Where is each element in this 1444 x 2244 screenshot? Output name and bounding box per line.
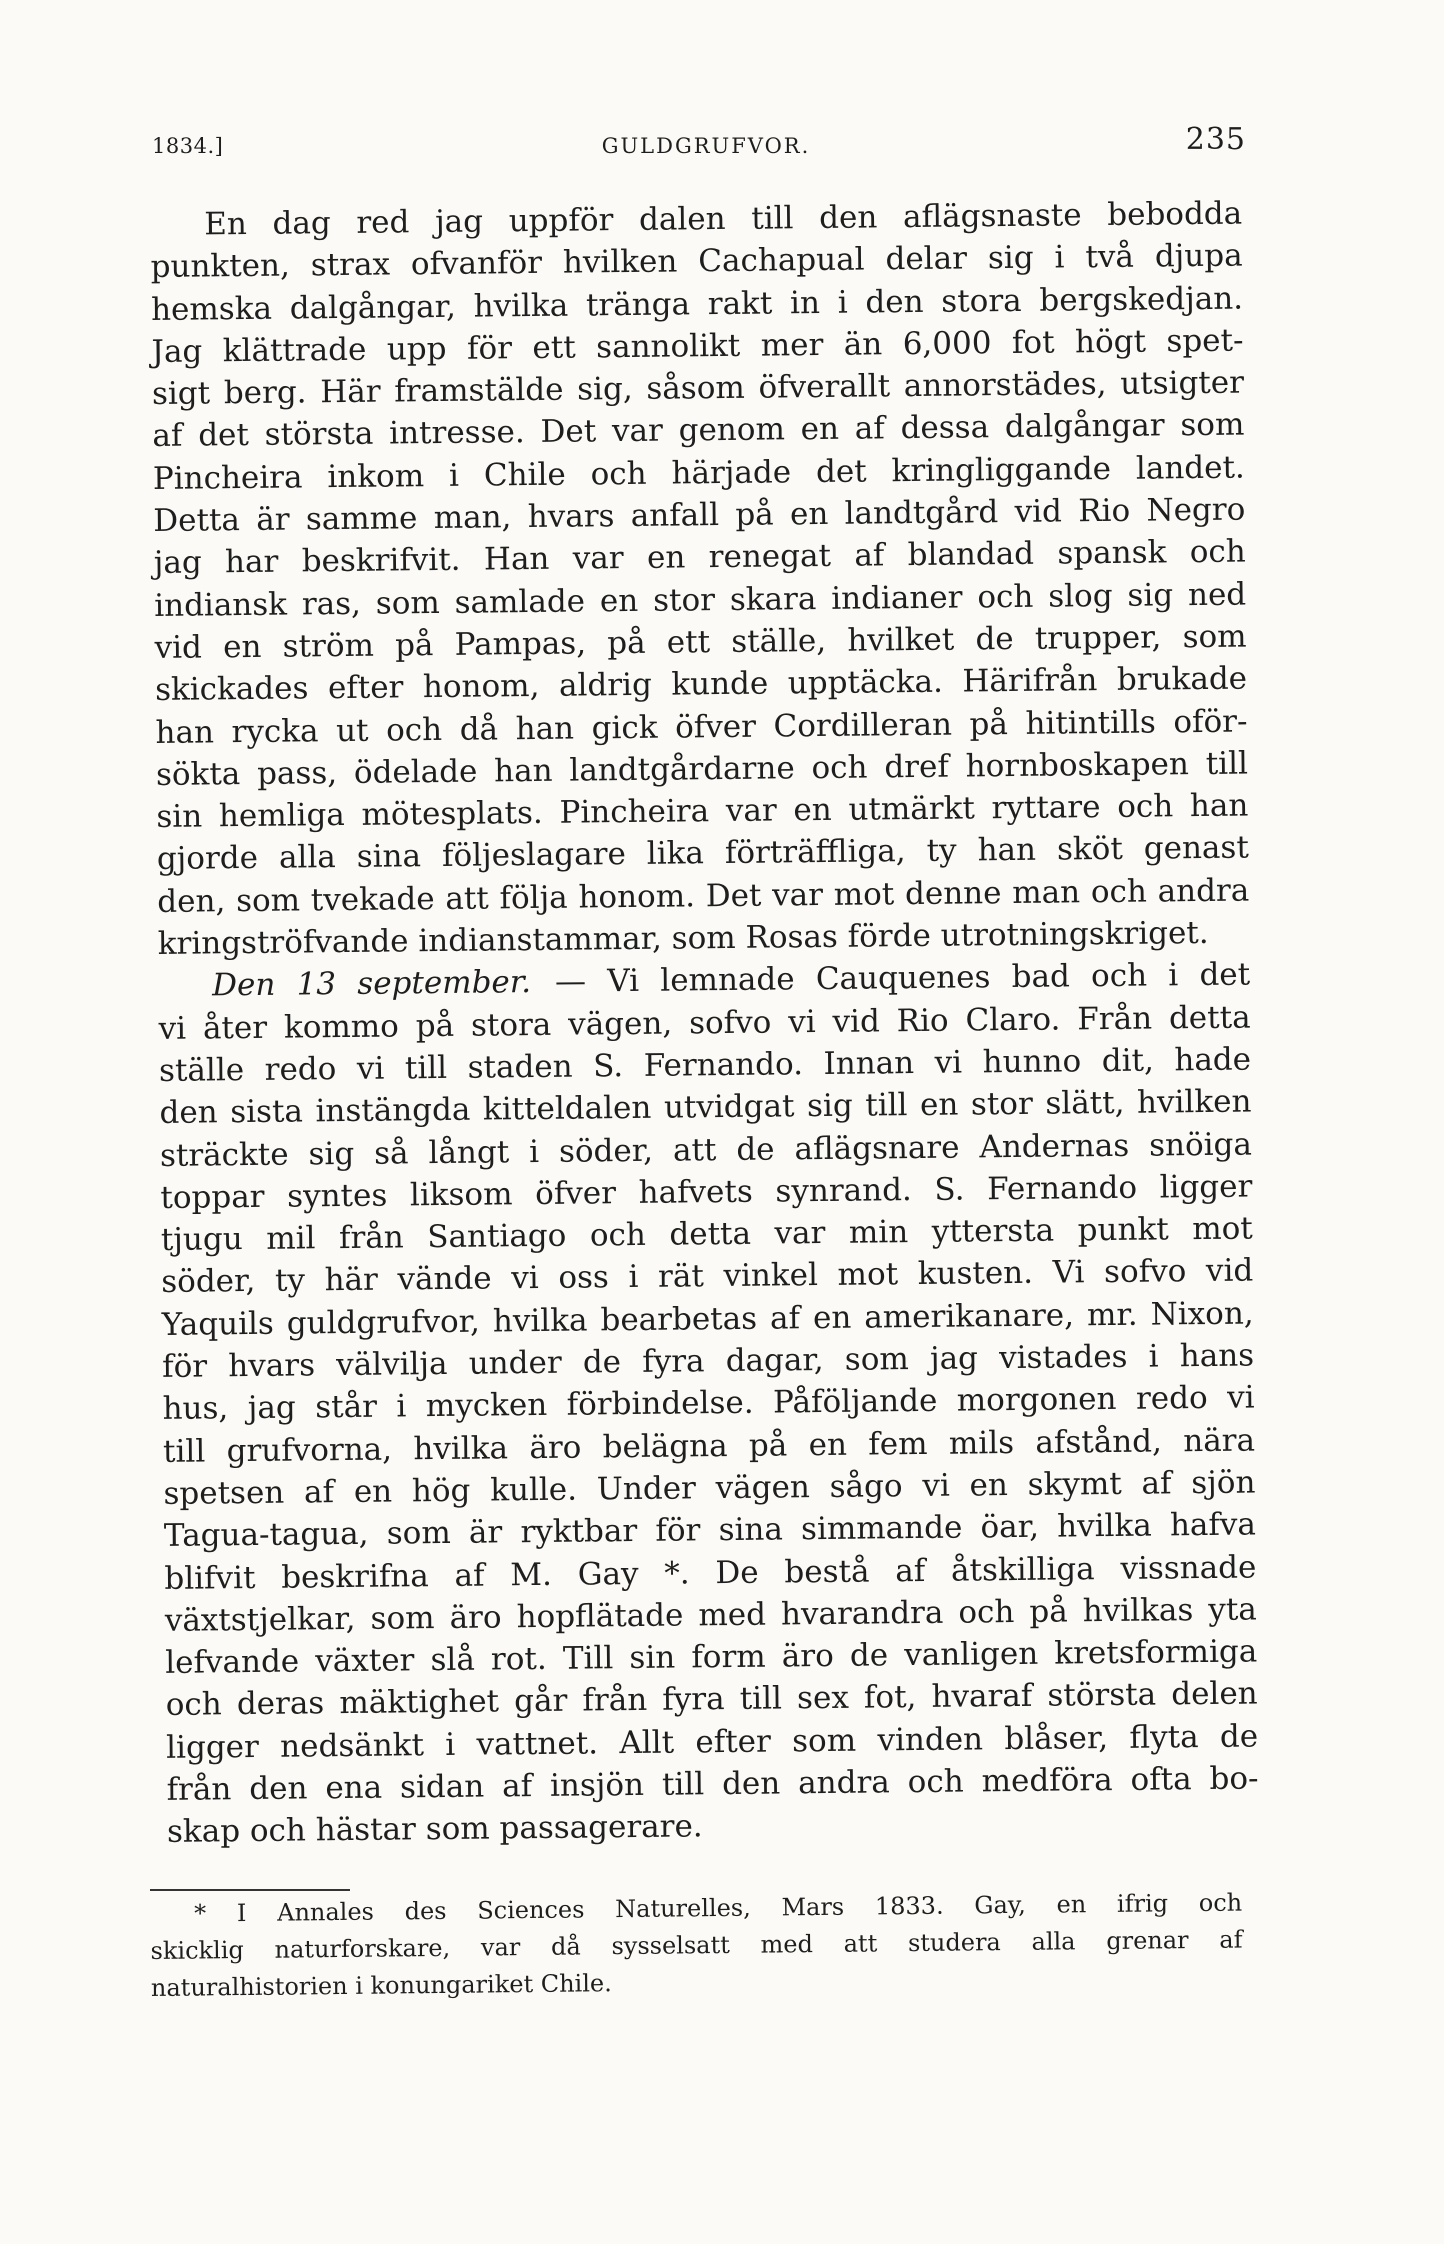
text-line: gjorde alla sina följeslagare lika förträffliga, ty han sköt genast [156,829,1249,878]
text-line: af det största intresse. Det var genom en af dessa dalgångar som [152,407,1245,455]
text-line: skap och hästar som passagerare. [166,1808,703,1851]
text-line: växtstjelkar, som äro hopflätade med hvarandra och på hvilkas yta [164,1591,1257,1639]
text-line: sigt berg. Här framstälde sig, såsom öfverallt annorstädes, utsigter [151,364,1245,413]
footnote [150,1885,1243,2007]
footnote-line: * I Annales des Sciences Naturelles, Mars 1833. Gay, en ifrig och [194,1888,1243,1928]
text-line: Yaquils guldgrufvor, hvilka bearbetas af en amerikanare, mr. Nixon, [161,1295,1254,1343]
page-number: 235 [1185,122,1246,157]
text-line: Pincheira inkom i Chile och härjade det kringliggande landet. [152,449,1246,497]
text-line: den sista instängda kitteldalen utvidgat sig till en stor slätt, hvilken [159,1083,1252,1132]
running-head-title: GULDGRUFVOR. [601,134,811,158]
date-heading: Den 13 september. [212,964,532,1004]
text-line: ligger nedsänkt i vattnet. Allt efter som vinden blåser, flyta de [165,1718,1259,1766]
text-line: den, som tvekade att följa honom. Det var mot denne man och andra [157,872,1250,920]
text-line: för hvars välvilja under de fyra dagar, som jag vistades i hans [161,1337,1255,1385]
text-line: Detta är samme man, hvars anfall på en landtgård vid Rio Negro [153,491,1246,540]
text-line: punkten, strax ofvanför hvilken Cachapual delar sig i två djupa [150,237,1243,286]
text-line: söder, ty här vände vi oss i rät vinkel mot kusten. Vi sofvo vid [161,1252,1254,1301]
text-line: sin hemliga mötesplats. Pincheira var en utmärkt ryttare och han [156,787,1249,836]
text-line: vid en ström på Pampas, på ett ställe, hvilket de trupper, som [154,618,1247,666]
body-text [150,193,1259,1854]
text-line: hus, jag står i mycken förbindelse. Påföljande morgonen redo vi [162,1379,1255,1428]
footnote-line: skicklig naturforskare, var då sysselsatt med att studera alla grenar af [150,1925,1243,1965]
text-line: vi åter kommo på stora vägen, sofvo vi vid Rio Claro. Från detta [158,999,1251,1047]
text-line: sträckte sig så långt i söder, att de aflägsnare Andernas snöiga [159,1126,1253,1174]
text-line: spetsen af en hög kulle. Under vägen sågo vi en skymt af sjön [163,1464,1256,1512]
text-line: toppar syntes liksom öfver hafvets synrand. S. Fernando ligger [160,1168,1253,1216]
text-line: jag har beskrifvit. Han var en renegat af blandad spansk och [153,533,1246,582]
text-line: indiansk ras, som samlade en stor skara indianer och slog sig ned [154,576,1247,624]
text-line: sökta pass, ödelade han landtgårdarne och dref hornboskapen till [155,745,1249,793]
text-line: kringströfvande indianstammar, som Rosas förde utrotningskriget. [157,915,1209,963]
text-line: han rycka ut och då han gick öfver Cordilleran på hitintills oför- [155,703,1248,751]
footnote-separator [150,1889,350,1891]
text-line: blifvit beskrifna af M. Gay *. De bestå af åtskilliga vissnade [164,1548,1257,1597]
text-line: Jag klättrade upp för ett sannolikt mer än 6,000 fot högt spet- [151,322,1244,370]
running-head-year: 1834.] [152,134,224,158]
text-line: lefvande växter slå rot. Till sin form äro de vanligen kretsformiga [165,1633,1258,1682]
text-line: och deras mäktighet går från fyra till sex fot, hvaraf största delen [165,1675,1258,1724]
text-line: till grufvorna, hvilka äro belägna på en fem mils afstånd, nära [162,1422,1256,1470]
date-line-text: — Vi lemnade Cauquenes bad och i det [554,956,1251,1001]
footnote-line: naturalhistorien i konungariket Chile. [150,1969,612,2002]
running-head [152,122,1260,166]
text-line: Tagua-tagua, som är ryktbar för sina simmande öar, hvilka hafva [163,1506,1257,1555]
text-line: tjugu mil från Santiago och detta var min yttersta punkt mot [160,1210,1253,1259]
text-line: hemska dalgångar, hvilka tränga rakt in i den stora bergskedjan. [150,280,1244,328]
text-line: En dag red jag uppför dalen till den aflägsnaste bebodda [204,195,1243,243]
text-line: ställe redo vi till staden S. Fernando. Innan vi hunno dit, hade [158,1041,1252,1089]
text-line: från den ena sidan af insjön till den andra och medföra ofta bo- [166,1760,1259,1808]
text-line: skickades efter honom, aldrig kunde upptäcka. Härifrån brukade [154,660,1248,709]
